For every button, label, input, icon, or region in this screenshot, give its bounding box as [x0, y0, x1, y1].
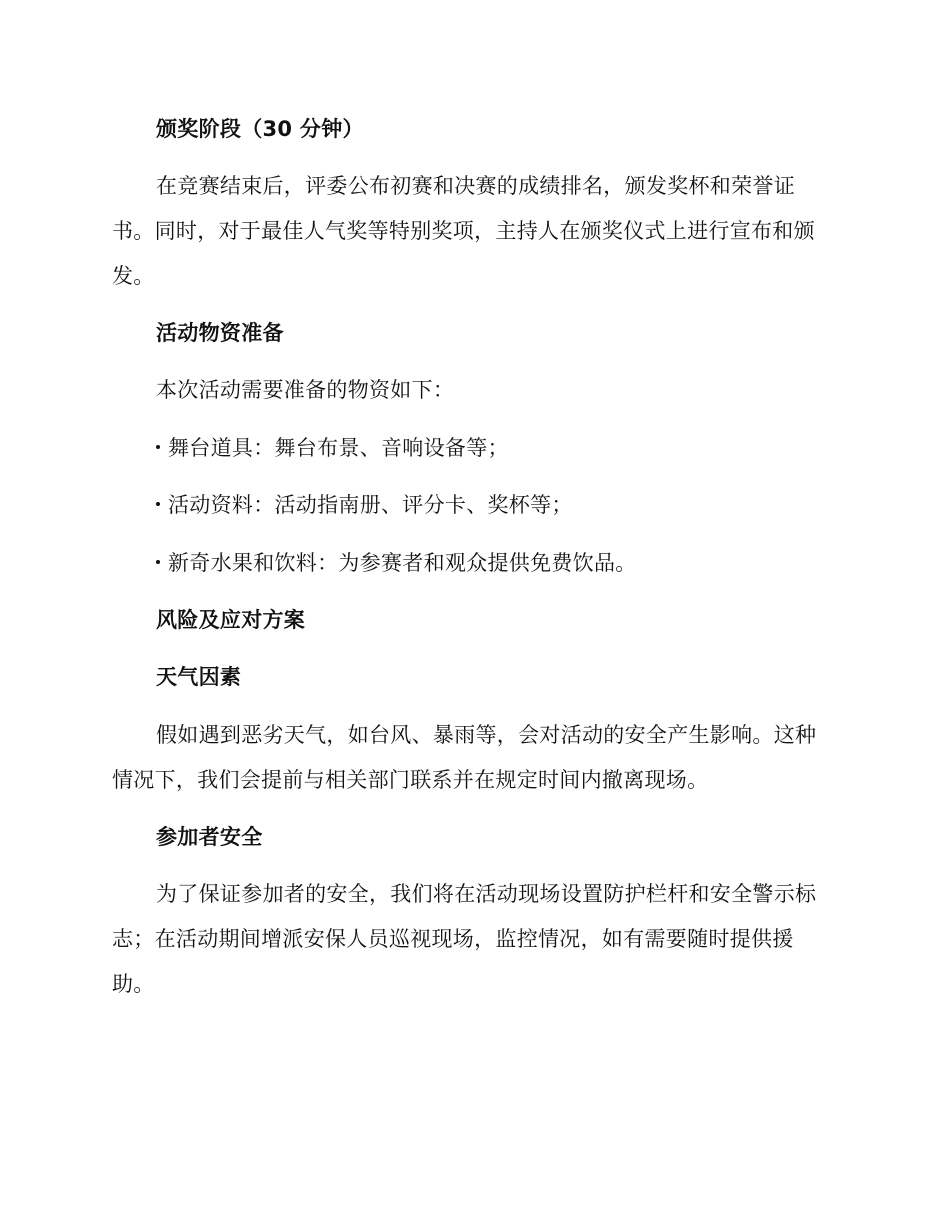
bullet-dot-icon: [156, 445, 160, 449]
safety-para-line-2: 志；在活动期间增派安保人员巡视现场，监控情况，如有需要随时提供援: [112, 927, 794, 951]
weather-para-line-1: 假如遇到恶劣天气，如台风、暴雨等，会对活动的安全产生影响。这种: [156, 723, 817, 747]
materials-item-text: 活动资料：活动指南册、评分卡、奖杯等；: [168, 493, 573, 517]
weather-para-line-2: 情况下，我们会提前与相关部门联系并在规定时间内撤离现场。: [112, 768, 709, 792]
bullet-dot-icon: [156, 560, 160, 564]
award-para-line-1: 在竞赛结束后，评委公布初赛和决赛的成绩排名，颁发奖杯和荣誉证: [156, 174, 795, 198]
safety-para-line-3: 助。: [112, 972, 155, 996]
materials-item-text: 新奇水果和饮料：为参赛者和观众提供免费饮品。: [168, 551, 637, 575]
award-heading: 颁奖阶段（30 分钟）: [156, 117, 364, 141]
materials-item: [156, 491, 573, 519]
materials-heading: 活动物资准备: [156, 321, 284, 345]
risk-heading: 风险及应对方案: [156, 608, 306, 632]
materials-item: [156, 549, 637, 577]
safety-heading: 参加者安全: [156, 825, 263, 849]
award-para-line-3: 发。: [112, 264, 155, 288]
award-para-line-2: 书。同时，对于最佳人气奖等特别奖项，主持人在颁奖仪式上进行宣布和颁: [112, 219, 815, 243]
materials-item-text: 舞台道具：舞台布景、音响设备等；: [168, 436, 509, 460]
bullet-dot-icon: [156, 502, 160, 506]
materials-intro: 本次活动需要准备的物资如下：: [156, 378, 455, 402]
materials-item: [156, 434, 509, 462]
safety-para-line-1: 为了保证参加者的安全，我们将在活动现场设置防护栏杆和安全警示标: [156, 882, 817, 906]
weather-heading: 天气因素: [156, 665, 242, 689]
